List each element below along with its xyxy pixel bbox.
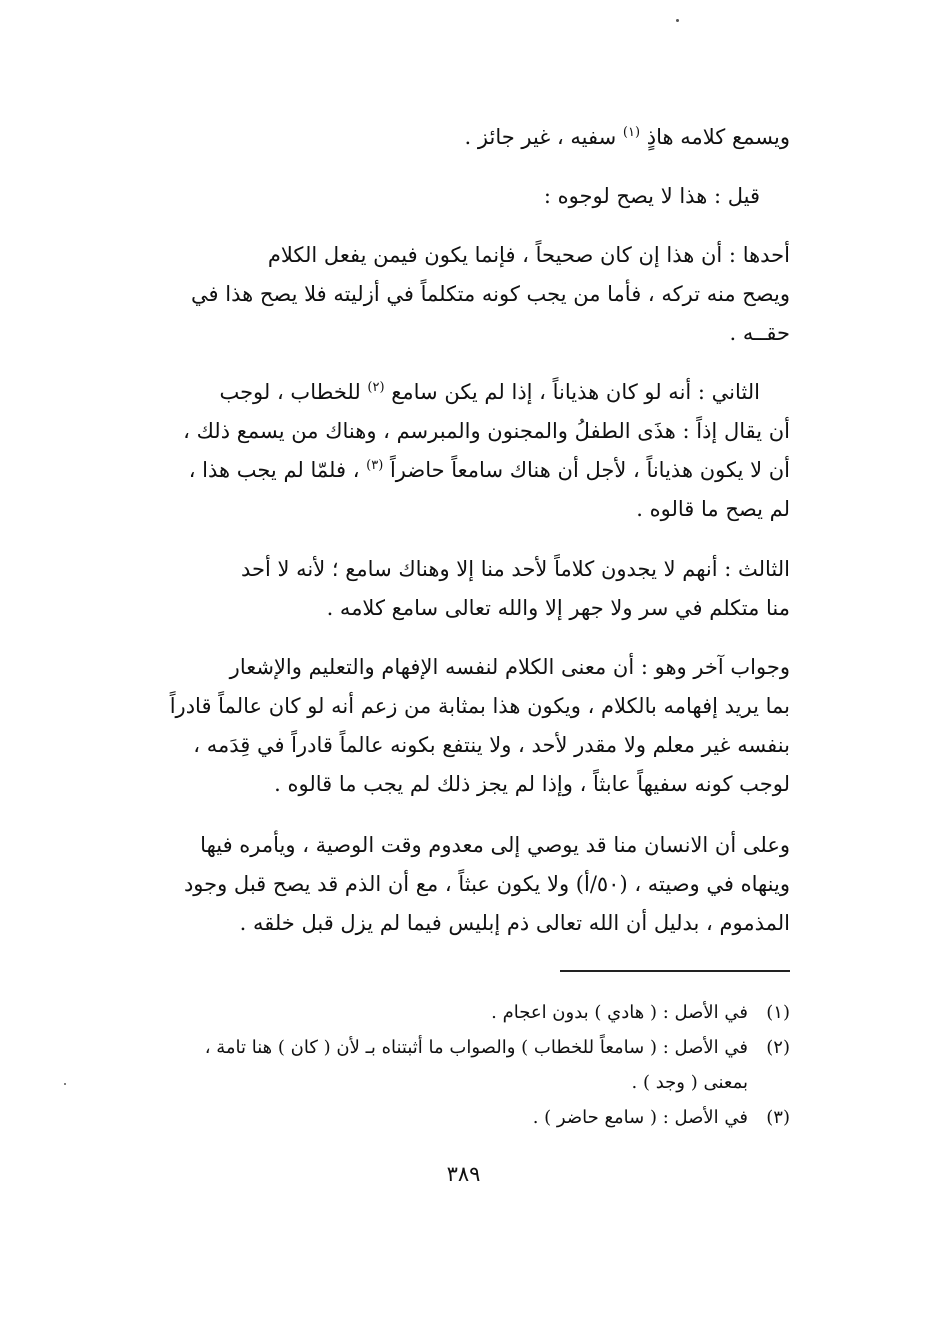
paragraph-3 — [150, 236, 790, 353]
paragraph-5 — [150, 550, 790, 628]
line-text: ويسمع كلامه هاذٍ — [640, 125, 790, 149]
footnote-number: (٣) — [766, 1107, 790, 1128]
text-line: المذموم ، بدليل أن الله تعالى ذم إبليس فيما لم يزل قبل خلقه . — [239, 911, 790, 935]
text-line: بما يريد إفهامه بالكلام ، ويكون هذا بمثابة من زعم أنه لو كان عالماً قادراً — [169, 694, 790, 718]
text-line: وعلى أن الانسان منا قد يوصي إلى معدوم وقت الوصية ، ويأمره فيها — [200, 833, 790, 857]
footnote-text: في الأصل : ( هادي ) بدون اعجام . — [491, 1002, 748, 1023]
paragraph-1 — [150, 118, 790, 157]
text-line: ويصح منه تركه ، فأما من يجب كونه متكلماً في أزليته فلا يصح هذا في — [191, 282, 790, 306]
footnote-text: في الأصل : ( سامعاً للخطاب ) والصواب ما أثبتناه بـ لأن ( كان ) هنا تامة ، — [204, 1037, 748, 1058]
footnote-ref: (١) — [622, 125, 641, 140]
text-line: أحدها : أن هذا إن كان صحيحاً ، فإنما يكون فيمن يفعل الكلام — [267, 243, 790, 267]
line-text: ، فلمّا لم يجب هذا ، — [188, 458, 367, 482]
text-line: قيل : هذا لا يصح لوجوه : — [543, 184, 760, 208]
text-line: لم يصح ما قالوه . — [636, 497, 790, 521]
text-line: وجواب آخر وهو : أن معنى الكلام لنفسه الإفهام والتعليم والإشعار — [229, 655, 790, 679]
footnote-1 — [150, 995, 790, 1030]
page-number: ٣٨٩ — [446, 1162, 481, 1186]
paragraph-6 — [150, 648, 790, 804]
footnote-2-continued — [150, 1065, 790, 1100]
footnote-number: (١) — [766, 1002, 790, 1023]
text-line: حقــه . — [729, 321, 790, 345]
text-line — [150, 451, 790, 490]
footnote-number: (٢) — [766, 1037, 790, 1058]
footnote-text: في الأصل : ( سامع حاضر ) . — [532, 1107, 748, 1128]
text-line: أن يقال إذاً : هذَى الطفلُ والمجنون والمبرسم ، وهناك من يسمع ذلك ، — [183, 419, 790, 443]
paragraph-4 — [150, 373, 790, 529]
text-line: الثالث : أنهم لا يجدون كلاماً لأحد منا إلا وهناك سامع ؛ لأنه لا أحد — [240, 557, 790, 581]
footnote-ref: (٣) — [366, 458, 384, 473]
footnote-3 — [150, 1100, 790, 1135]
footnote-ref: (٢) — [367, 380, 385, 395]
footnote-separator — [560, 970, 790, 972]
line-text: للخطاب ، لوجب — [219, 380, 368, 404]
footnote-text: بمعنى ( وجد ) . — [631, 1072, 748, 1093]
text-line: منا متكلم في سر ولا جهر إلا والله تعالى سامع كلامه . — [326, 596, 790, 620]
text-line: بنفسه غير معلم ولا مقدر لأحد ، ولا ينتفع بكونه عالماً قادراً في قِدَمه ، — [193, 733, 790, 757]
paragraph-2 — [150, 177, 790, 216]
line-text: الثاني : أنه لو كان هذياناً ، إذا لم يكن سامع — [384, 380, 760, 404]
text-line — [150, 373, 790, 412]
line-text: أن لا يكون هذياناً ، لأجل أن هناك سامعاً حاضراً — [383, 458, 790, 482]
footnote-2 — [150, 1030, 790, 1065]
footnotes — [150, 995, 790, 1135]
text-line — [150, 118, 790, 157]
line-text: سفيه ، غير جائز . — [464, 125, 623, 149]
text-line: لوجب كونه سفيهاً عابثاً ، وإذا لم يجز ذلك لم يجب ما قالوه . — [274, 772, 790, 796]
paragraph-7 — [150, 826, 790, 943]
text-line: وينهاه في وصيته ، (٥٠/أ) ولا يكون عبثاً ، مع أن الذم قد يصح قبل وجود — [183, 872, 790, 896]
scan-speck — [64, 1083, 66, 1085]
scan-speck — [676, 19, 679, 22]
